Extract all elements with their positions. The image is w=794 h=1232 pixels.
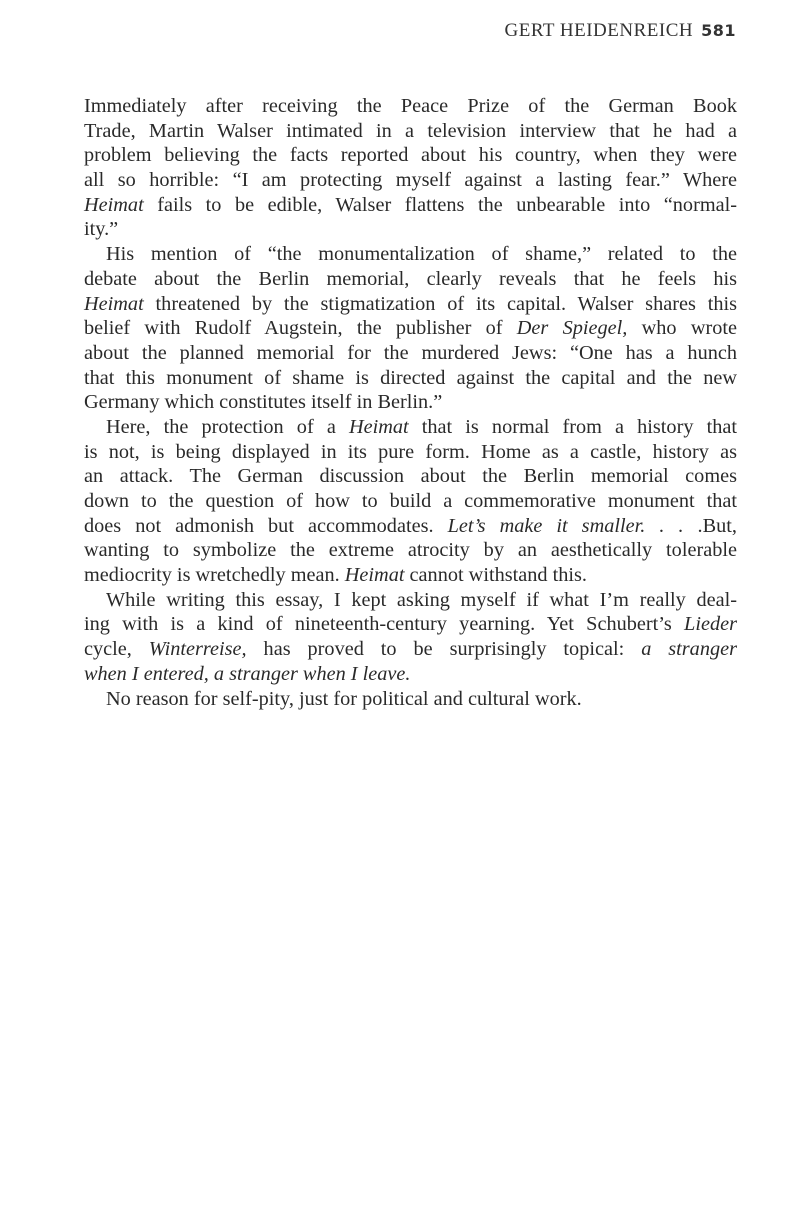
text-segment: Here, the protection of a — [106, 415, 349, 438]
text-line — [84, 193, 737, 218]
text-segment: about the planned memorial for the murdered Jews: “One has a hunch — [84, 341, 737, 364]
text-segment: fails to be edible, Walser flattens the unbearable into “normal- — [143, 193, 737, 216]
text-line — [84, 390, 737, 415]
text-segment: ing with is a kind of nineteenth-century yearning. Yet Schubert’s — [84, 613, 685, 636]
text-segment: mediocrity is wretchedly mean. — [84, 564, 345, 587]
text-segment: ity.” — [84, 218, 119, 241]
running-head-title: GERT HEIDENREICH — [504, 20, 694, 41]
text-segment: does not admonish but accommodates. — [84, 514, 448, 537]
text-line — [84, 637, 737, 662]
text-line — [84, 168, 737, 193]
text-line — [84, 489, 737, 514]
text-segment: .But, — [683, 514, 737, 537]
text-line — [84, 440, 737, 465]
text-line — [84, 514, 737, 539]
text-segment: all so horrible: “I am protecting myself against a lasting fear.” Where — [84, 169, 737, 192]
paragraph — [84, 94, 737, 242]
text-line — [84, 316, 737, 341]
text-segment: Trade, Martin Walser intimated in a television interview that he had a — [84, 119, 737, 142]
text-segment: cannot withstand this. — [404, 564, 587, 587]
paragraph — [84, 588, 737, 687]
text-line — [84, 143, 737, 168]
italic-text: Heimat — [348, 415, 409, 438]
text-line — [84, 588, 737, 613]
text-segment: is not, is being displayed in its pure form. Home as a castle, history as — [84, 440, 737, 463]
text-line — [84, 292, 737, 317]
text-segment: His mention of “the monumentalization of shame,” related to the — [106, 243, 737, 266]
text-line — [84, 242, 737, 267]
text-segment: that this monument of shame is directed against the capital and the new — [84, 366, 737, 389]
italic-text: Heimat — [84, 193, 144, 216]
text-line — [84, 94, 737, 119]
text-line — [84, 267, 737, 292]
text-line — [84, 464, 737, 489]
italic-text: Winterreise, — [148, 638, 247, 661]
italic-text: a stranger — [641, 638, 738, 661]
paragraph — [84, 415, 737, 588]
text-segment: While writing this essay, I kept asking myself if what I’m really deal- — [106, 588, 737, 611]
text-segment: debate about the Berlin memorial, clearly reveals that he feels his — [84, 267, 737, 290]
paragraph — [84, 687, 737, 712]
italic-text: Let’s make it smaller. . . — [447, 514, 684, 537]
text-segment: belief with Rudolf Augstein, the publisher of — [84, 317, 517, 340]
text-segment: down to the question of how to build a commemorative monument that — [84, 490, 737, 512]
italic-text: Der Spiegel, — [516, 317, 628, 340]
text-segment: who wrote — [627, 317, 737, 340]
italic-text: Heimat — [84, 292, 144, 315]
text-line — [84, 563, 737, 588]
text-line — [84, 217, 737, 242]
paragraph — [84, 242, 737, 415]
running-header — [505, 20, 736, 42]
text-line — [84, 538, 737, 563]
text-segment: cycle, — [84, 638, 149, 661]
text-segment: problem believing the facts reported about his country, when they were — [84, 144, 737, 167]
text-segment: Germany which constitutes itself in Berlin.” — [84, 391, 443, 414]
italic-text: Lieder — [684, 613, 737, 636]
body-text — [84, 94, 737, 711]
text-segment: threatened by the stigmatization of its capital. Walser shares this — [143, 292, 737, 315]
text-segment: has proved to be surprisingly topical: — [246, 638, 642, 661]
text-line — [84, 687, 737, 712]
italic-text: when I entered, a stranger when I leave. — [84, 662, 411, 685]
italic-text: Heimat — [344, 564, 405, 587]
text-segment: Immediately after receiving the Peace Prize of the German Book — [84, 95, 737, 117]
page-number: 581 — [701, 21, 736, 40]
text-line — [84, 415, 737, 440]
text-segment: No reason for self-pity, just for political and cultural work. — [106, 687, 582, 710]
text-line — [84, 612, 737, 637]
text-line — [84, 366, 737, 391]
text-segment: an attack. The German discussion about the Berlin memorial comes — [84, 465, 737, 488]
text-line — [84, 119, 737, 144]
text-line — [84, 341, 737, 366]
text-segment: wanting to symbolize the extreme atrocity by an aesthetically tolerable — [84, 539, 737, 562]
text-segment: that is normal from a history that — [408, 415, 737, 438]
text-line — [84, 662, 737, 687]
